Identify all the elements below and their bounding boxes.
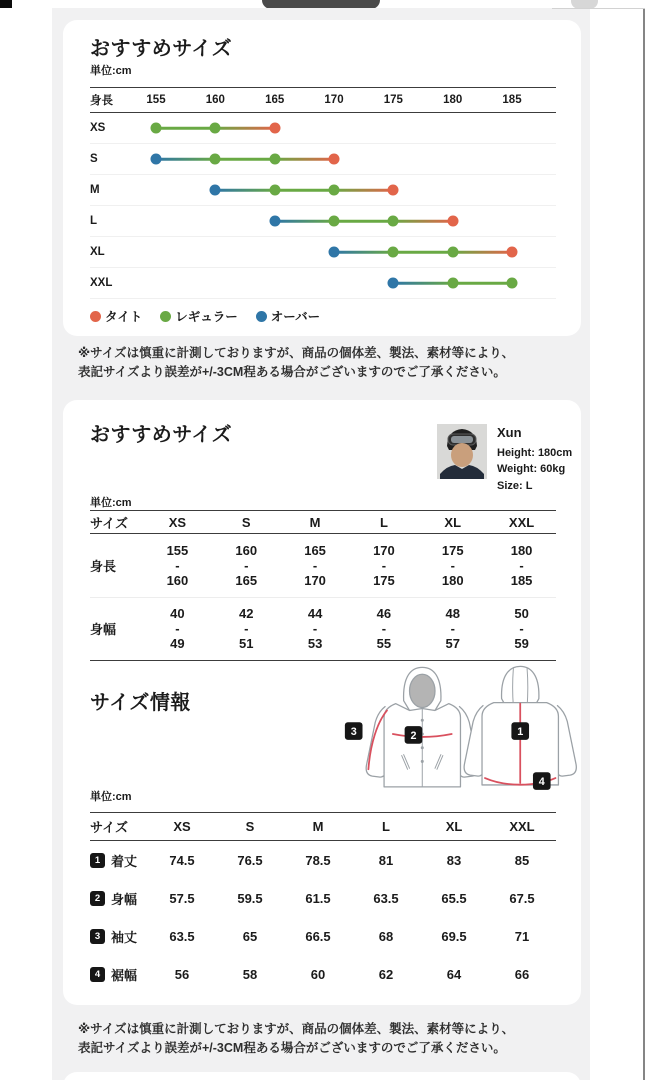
unit-label: 単位:cm [90,791,132,803]
x-tick: 165 [265,94,285,106]
fit-dot-tight [507,247,518,258]
chart-row-l [90,206,556,237]
recommend-table-title: おすすめサイズ [90,424,233,446]
chart-row-xl [90,237,556,268]
column-header: サイズ [90,515,128,531]
unit-label: 単位:cm [90,65,132,77]
row-header [90,889,148,908]
content-column [52,8,590,1080]
measurement-value: 65 [242,928,258,944]
legend-label: オーバー [270,310,321,324]
fit-dot-regular [269,154,280,165]
fit-dot-tight [329,154,340,165]
x-tick: 170 [324,94,344,106]
size-label: XXL [90,277,113,289]
badge-1-number: 1 [517,725,524,738]
model-height: Height: 180cm [497,446,573,459]
legend-item-tight [90,307,142,325]
column-header: XL [445,819,463,834]
fit-dot-regular [329,216,340,227]
row-header [90,965,148,984]
range-segment [275,158,334,161]
table-header-row [90,510,556,534]
range-segment [156,127,215,130]
next-card-top-edge [63,1072,581,1080]
size-disclaimer [78,344,566,383]
measurement-label: 袖丈 [111,929,138,945]
jacket-measurement-diagram [339,660,579,808]
badge-4-number: 4 [538,775,545,788]
range-segment [275,189,334,192]
row-header: 身長 [90,559,117,574]
table-row [90,917,556,955]
fit-dot-regular [447,247,458,258]
column-header: XL [444,514,462,530]
range-value: 160 - 165 [235,542,258,589]
measurement-value: 62 [378,966,394,982]
fit-dot-tight [388,185,399,196]
measurement-value: 66.5 [305,928,331,944]
unit-label: 単位:cm [90,497,132,509]
fit-dot-tight [447,216,458,227]
measurement-value: 63.5 [169,928,195,944]
range-segment [156,158,215,161]
table-row [90,955,556,993]
fit-dot-regular [507,278,518,289]
range-segment [393,251,452,254]
chart-row-xs [90,113,556,144]
range-value: 44 - 53 [307,605,323,652]
chart-axis-header [90,87,556,113]
measurement-value: 65.5 [441,890,467,906]
column-header: M [309,514,321,530]
fit-dot-over [210,185,221,196]
range-segment [393,220,452,223]
measurement-value: 60 [310,966,326,982]
model-photo [437,424,487,479]
measurement-value: 68 [378,928,394,944]
size-range-plot [156,175,512,205]
legend-item-regular [160,307,238,325]
range-value: 46 - 55 [376,605,392,652]
size-label: L [90,215,98,227]
measurement-value: 64 [446,966,462,982]
fit-dot-over [388,278,399,289]
legend-dot [160,311,171,322]
x-tick: 155 [146,94,166,106]
fit-dot-regular [329,185,340,196]
axis-label: 身長 [90,95,113,107]
range-value: 170 - 175 [373,542,395,589]
range-segment [215,127,274,130]
column-header: S [241,514,251,530]
back-hood [502,666,539,707]
measurement-value: 74.5 [169,852,195,868]
measurement-value: 71 [514,928,530,944]
measurement-value: 59.5 [237,890,263,906]
column-header: XXL [508,514,535,530]
fit-dot-regular [210,123,221,134]
measurement-badge-3: 3 [90,929,105,944]
measurement-value: 57.5 [169,890,195,906]
right-margin [590,9,645,1080]
measurement-badge-4: 4 [90,967,105,982]
range-value: 48 - 57 [445,605,460,652]
chart-row-s [90,144,556,175]
fit-dot-regular [269,185,280,196]
range-value: 40 - 49 [170,605,185,652]
fit-dot-regular [210,154,221,165]
chart-legend [90,307,320,325]
measurement-value: 67.5 [509,890,535,906]
size-label: M [90,184,100,196]
range-segment [215,158,274,161]
size-fit-chart [90,113,556,299]
size-info-title: サイズ情報 [90,692,191,714]
column-header: L [382,819,390,834]
column-header: XXL [509,819,535,834]
range-segment [334,251,393,254]
column-header: XS [173,819,191,834]
badge-2-number: 2 [410,729,417,742]
fit-dot-over [329,247,340,258]
range-segment [275,220,334,223]
measurement-value: 58 [242,966,258,982]
column-header: M [312,819,324,834]
table-header-row [90,812,556,841]
range-value: 165 - 170 [304,542,326,589]
range-value: 175 - 180 [441,542,464,589]
badge-3-number: 3 [350,725,357,738]
legend-item-over [256,307,320,325]
model-face [451,443,473,467]
measurement-value: 66 [514,966,530,982]
chart-row-xxl [90,268,556,299]
measurement-value: 85 [514,852,530,868]
measurement-value: 78.5 [305,852,331,868]
fit-dot-regular [447,278,458,289]
range-segment [334,189,393,192]
legend-label: タイト [105,310,143,324]
disclaimer-line2: 表記サイズより誤差が+/-3CM程ある場合がございますのでご了承ください。 [78,365,506,380]
measurement-value: 56 [174,966,190,982]
legend-dot [90,311,101,322]
column-header: S [245,819,255,834]
column-header: L [379,514,388,530]
size-label: S [90,153,98,165]
table-row [90,841,556,879]
measurement-value: 76.5 [237,852,263,868]
fit-dot-regular [388,247,399,258]
range-value: 50 - 59 [514,605,529,652]
model-name: Xun [497,425,522,440]
measurement-label: 裾幅 [111,967,138,983]
model-info [497,423,572,494]
x-axis-ticks [146,88,522,112]
table-row [90,534,556,598]
measurement-value: 83 [446,852,462,868]
size-range-plot [156,113,512,143]
disclaimer-line2: 表記サイズより誤差が+/-3CM程ある場合がございますのでご了承ください。 [78,1041,506,1056]
fit-dot-regular [388,216,399,227]
size-info-table [90,812,556,993]
legend-dot [256,311,267,322]
x-tick: 185 [502,94,522,106]
table-row [90,598,556,661]
measurement-value: 61.5 [305,890,331,906]
range-value: 180 - 185 [510,542,533,589]
range-segment [453,251,512,254]
top-left-chip [0,0,12,8]
range-segment [453,282,512,285]
measurement-badge-2: 2 [90,891,105,906]
measurement-label: 着丈 [111,853,138,869]
fit-dot-over [269,216,280,227]
table-row [90,879,556,917]
row-header [90,927,148,946]
fit-dot-tight [269,123,280,134]
fit-dot-regular [151,123,162,134]
size-disclaimer [78,1020,566,1059]
measurement-value: 81 [378,852,394,868]
measurement-badge-1: 1 [90,853,105,868]
column-header: サイズ [90,820,128,835]
x-tick: 160 [205,94,225,106]
size-range-plot [156,206,512,236]
chart-row-m [90,175,556,206]
size-tables-card [63,400,581,1005]
measurement-value: 69.5 [441,928,467,944]
range-segment [334,220,393,223]
range-value: 155 - 160 [166,542,189,589]
range-value: 42 - 51 [239,605,254,652]
legend-label: レギュラー [175,310,238,324]
front-hood-opening [410,674,435,707]
x-tick: 180 [443,94,463,106]
recommended-size-chart-card [63,20,581,336]
card-title: おすすめサイズ [90,38,233,60]
disclaimer-line1: ※サイズは慎重に計測しておりますが、商品の個体差、製法、素材等により、 [78,1022,515,1036]
column-header: XS [168,514,187,530]
range-segment [393,282,452,285]
size-range-plot [156,268,512,298]
fit-dot-over [151,154,162,165]
measurement-label: 身幅 [111,891,138,907]
row-header [90,851,148,870]
model-size: Size: L [497,479,533,492]
disclaimer-line1: ※サイズは慎重に計測しておりますが、商品の個体差、製法、素材等により、 [78,346,515,360]
row-header: 身幅 [90,622,117,638]
size-range-plot [156,144,512,174]
size-label: XL [90,246,105,258]
x-tick: 175 [383,94,403,106]
size-label: XS [90,122,106,134]
size-range-plot [156,237,512,267]
model-weight: Weight: 60kg [497,463,566,475]
recommended-size-table [90,510,556,661]
measurement-value: 63.5 [373,890,399,906]
range-segment [215,189,274,192]
